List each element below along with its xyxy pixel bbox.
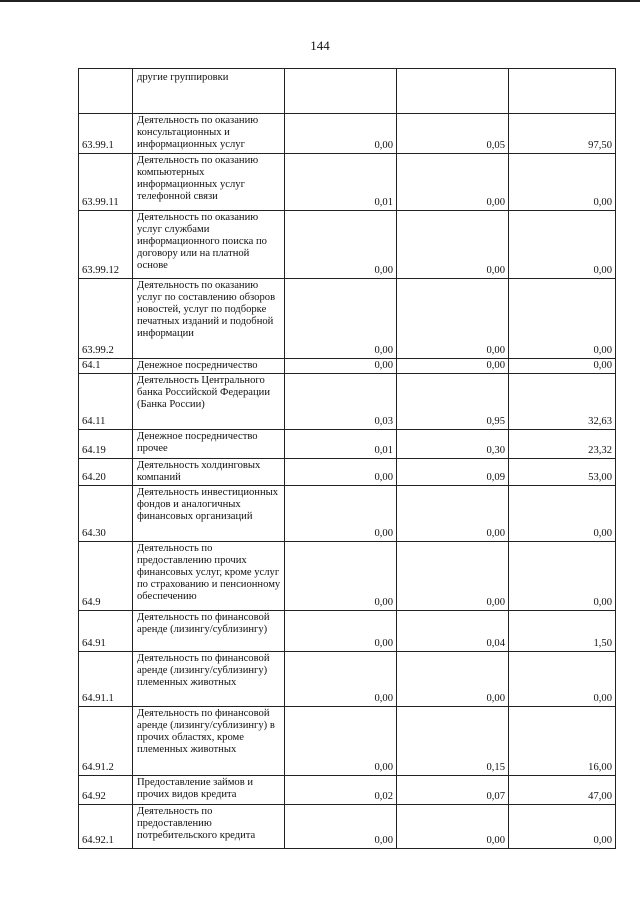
value-1-cell: 0,00 <box>285 542 397 611</box>
activity-name-cell: Деятельность Центрального банка Российской Федерации (Банка России) <box>133 374 285 430</box>
activity-name-cell: другие группировки <box>133 69 285 114</box>
value-3-cell: 1,50 <box>509 611 616 652</box>
value-1-cell: 0,03 <box>285 374 397 430</box>
table-body <box>79 69 616 849</box>
okved-code-cell: 64.91.1 <box>79 652 133 707</box>
value-2-cell: 0,00 <box>397 279 509 359</box>
table-row <box>79 114 616 154</box>
value-3-cell: 47,00 <box>509 776 616 805</box>
value-2-cell: 0,00 <box>397 486 509 542</box>
okved-code-cell: 64.92 <box>79 776 133 805</box>
value-2-cell: 0,00 <box>397 805 509 849</box>
table-row <box>79 69 616 114</box>
value-1-cell: 0,00 <box>285 459 397 486</box>
okved-code-cell: 63.99.2 <box>79 279 133 359</box>
value-3-cell: 0,00 <box>509 279 616 359</box>
okved-code-cell: 64.92.1 <box>79 805 133 849</box>
value-3-cell: 0,00 <box>509 542 616 611</box>
table-row <box>79 542 616 611</box>
okved-code-cell: 64.11 <box>79 374 133 430</box>
okved-code-cell: 64.1 <box>79 359 133 374</box>
activity-name-cell: Денежное посредничество прочее <box>133 430 285 459</box>
value-1-cell: 0,00 <box>285 486 397 542</box>
activity-name-cell: Деятельность по оказанию консультационных и информационных услуг <box>133 114 285 154</box>
table-row <box>79 211 616 279</box>
okved-code-cell: 64.91.2 <box>79 707 133 776</box>
value-3-cell: 23,32 <box>509 430 616 459</box>
value-2-cell: 0,00 <box>397 211 509 279</box>
value-2-cell: 0,30 <box>397 430 509 459</box>
value-2-cell: 0,09 <box>397 459 509 486</box>
activity-name-cell: Денежное посредничество <box>133 359 285 374</box>
table-row <box>79 776 616 805</box>
value-3-cell: 32,63 <box>509 374 616 430</box>
activity-name-cell: Деятельность инвестиционных фондов и аналогичных финансовых организаций <box>133 486 285 542</box>
okved-code-cell: 64.30 <box>79 486 133 542</box>
table-row <box>79 486 616 542</box>
okved-code-cell: 64.20 <box>79 459 133 486</box>
value-2-cell: 0,07 <box>397 776 509 805</box>
value-1-cell: 0,02 <box>285 776 397 805</box>
value-2-cell: 0,95 <box>397 374 509 430</box>
value-1-cell: 0,00 <box>285 611 397 652</box>
activity-name-cell: Деятельность по предоставлению потребительского кредита <box>133 805 285 849</box>
value-2-cell: 0,05 <box>397 114 509 154</box>
value-3-cell <box>509 69 616 114</box>
table-row <box>79 359 616 374</box>
value-1-cell: 0,00 <box>285 359 397 374</box>
value-3-cell: 53,00 <box>509 459 616 486</box>
value-1-cell: 0,00 <box>285 805 397 849</box>
value-2-cell: 0,00 <box>397 652 509 707</box>
okved-code-cell: 63.99.12 <box>79 211 133 279</box>
activity-name-cell: Деятельность по финансовой аренде (лизингу/сублизингу) в прочих областях, кроме племенных животных <box>133 707 285 776</box>
value-2-cell: 0,15 <box>397 707 509 776</box>
activity-name-cell: Деятельность по финансовой аренде (лизингу/сублизингу) племенных животных <box>133 652 285 707</box>
value-1-cell: 0,00 <box>285 652 397 707</box>
table-row <box>79 652 616 707</box>
value-2-cell: 0,00 <box>397 542 509 611</box>
okved-code-cell: 64.9 <box>79 542 133 611</box>
activity-name-cell: Деятельность по предоставлению прочих финансовых услуг, кроме услуг по страхованию и пенсионному обеспечению <box>133 542 285 611</box>
value-1-cell: 0,00 <box>285 279 397 359</box>
value-3-cell: 16,00 <box>509 707 616 776</box>
okved-code-cell: 64.19 <box>79 430 133 459</box>
activity-name-cell: Предоставление займов и прочих видов кредита <box>133 776 285 805</box>
activity-name-cell: Деятельность по финансовой аренде (лизингу/сублизингу) <box>133 611 285 652</box>
value-1-cell: 0,00 <box>285 707 397 776</box>
classifier-table <box>78 68 616 849</box>
value-2-cell: 0,04 <box>397 611 509 652</box>
okved-code-cell: 63.99.11 <box>79 154 133 211</box>
value-2-cell: 0,00 <box>397 359 509 374</box>
value-1-cell: 0,00 <box>285 114 397 154</box>
value-2-cell: 0,00 <box>397 154 509 211</box>
table-row <box>79 611 616 652</box>
value-3-cell: 97,50 <box>509 114 616 154</box>
activity-name-cell: Деятельность по оказанию услуг по составлению обзоров новостей, услуг по подборке печатных изданий и подобной информации <box>133 279 285 359</box>
table-row <box>79 805 616 849</box>
activity-name-cell: Деятельность по оказанию услуг службами информационного поиска по договору или на платной основе <box>133 211 285 279</box>
table-row <box>79 279 616 359</box>
value-3-cell: 0,00 <box>509 805 616 849</box>
activity-name-cell: Деятельность холдинговых компаний <box>133 459 285 486</box>
table-row <box>79 430 616 459</box>
value-3-cell: 0,00 <box>509 359 616 374</box>
value-3-cell: 0,00 <box>509 486 616 542</box>
value-1-cell <box>285 69 397 114</box>
table-row <box>79 374 616 430</box>
value-2-cell <box>397 69 509 114</box>
activity-name-cell: Деятельность по оказанию компьютерных информационных услуг телефонной связи <box>133 154 285 211</box>
okved-code-cell: 64.91 <box>79 611 133 652</box>
value-1-cell: 0,01 <box>285 154 397 211</box>
table-row <box>79 154 616 211</box>
table-row <box>79 459 616 486</box>
okved-code-cell: 63.99.1 <box>79 114 133 154</box>
value-3-cell: 0,00 <box>509 652 616 707</box>
table-row <box>79 707 616 776</box>
value-3-cell: 0,00 <box>509 154 616 211</box>
page-number: 144 <box>310 38 330 53</box>
value-3-cell: 0,00 <box>509 211 616 279</box>
value-1-cell: 0,01 <box>285 430 397 459</box>
value-1-cell: 0,00 <box>285 211 397 279</box>
okved-code-cell <box>79 69 133 114</box>
page-top-border <box>0 0 640 2</box>
